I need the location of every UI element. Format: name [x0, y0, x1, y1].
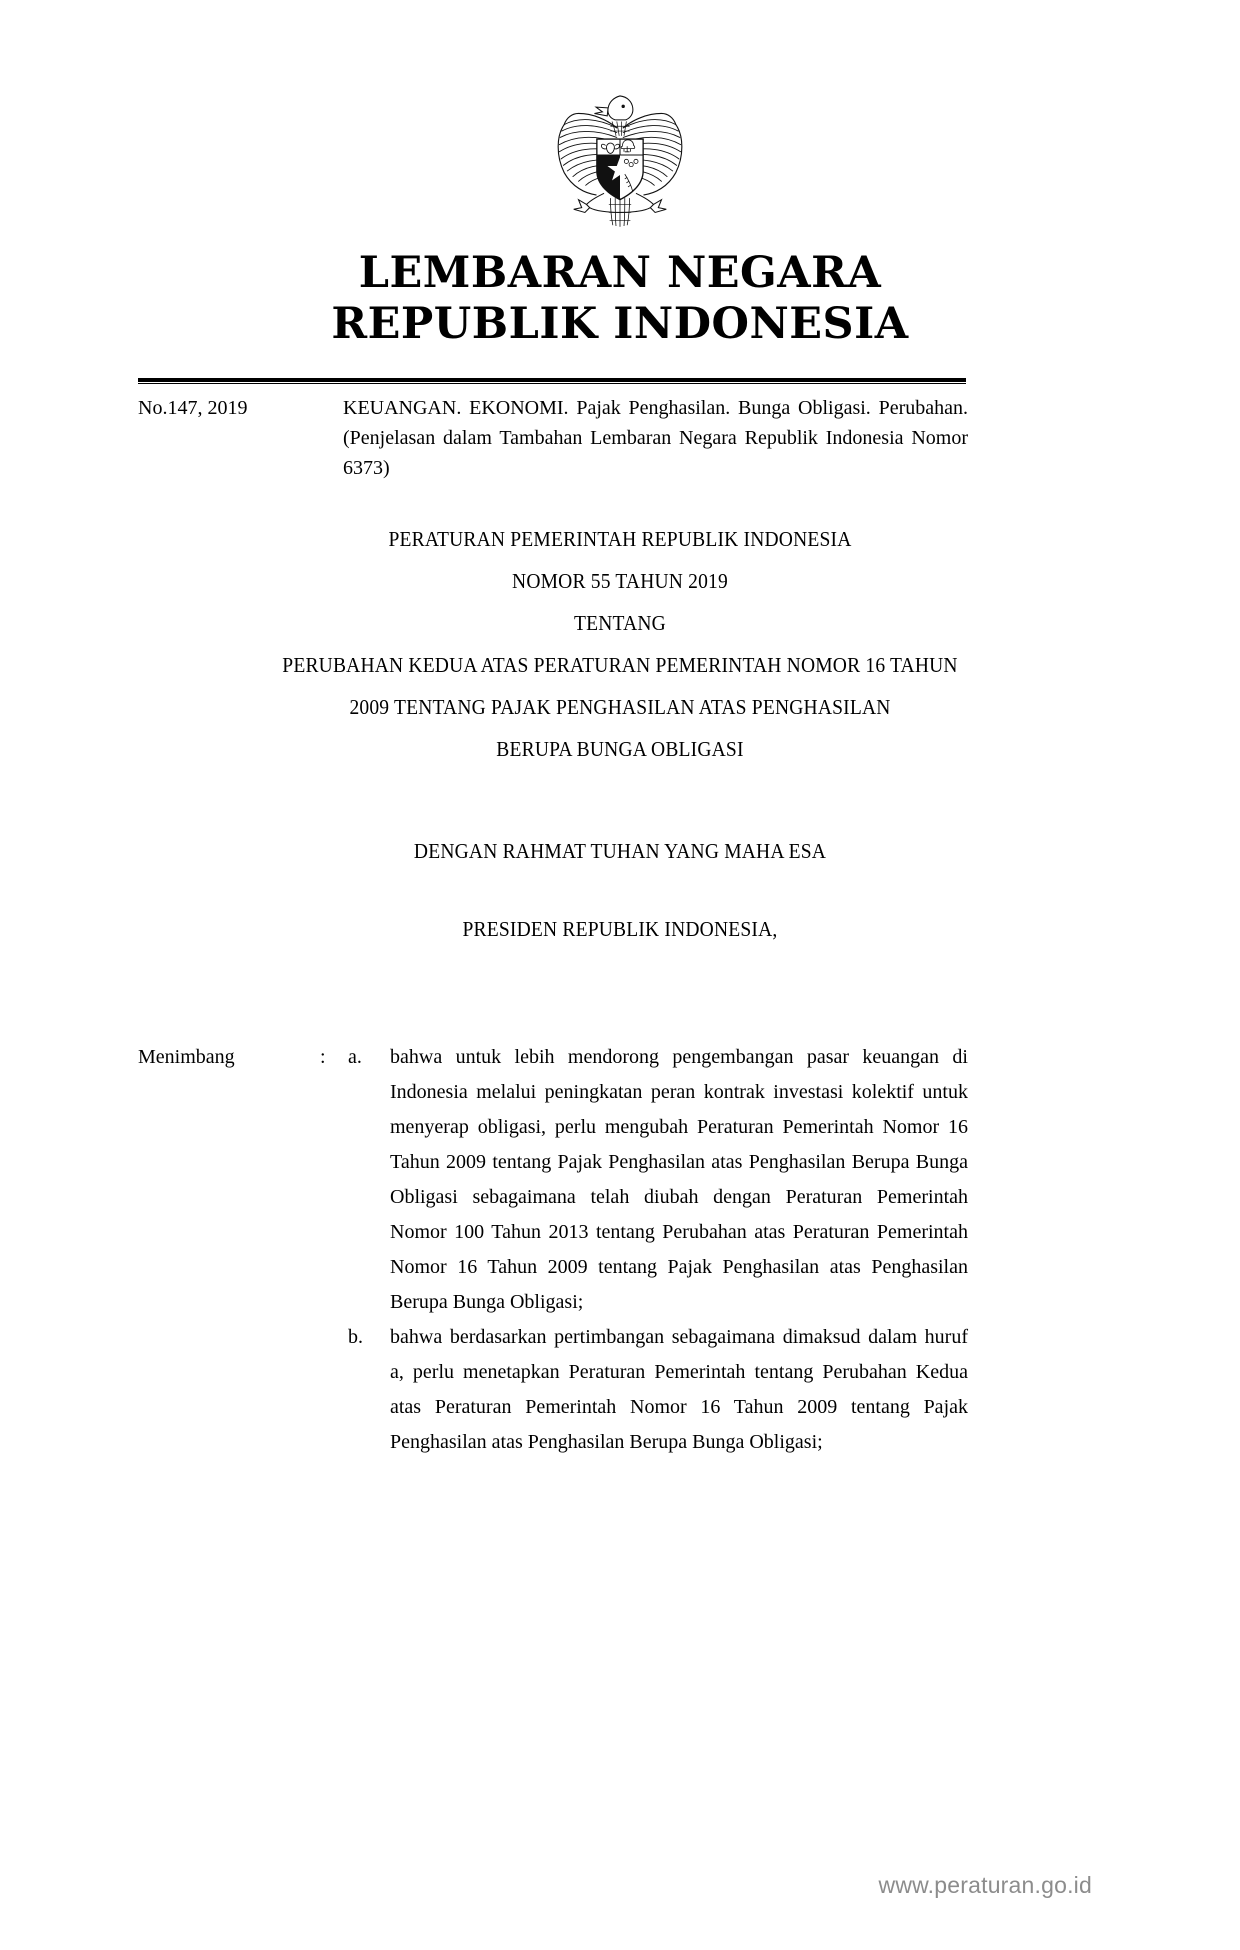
divider-thick-bar: [138, 378, 966, 382]
title-line-authority: PERATURAN PEMERINTAH REPUBLIK INDONESIA: [388, 527, 852, 551]
gazette-subject: KEUANGAN. EKONOMI. Pajak Penghasilan. Bunga Obligasi. Perubahan. (Penjelasan dalam Tambahan Lembaran Negara Republik Indonesia Nomor 6373): [343, 397, 968, 479]
considering-section: [138, 1040, 968, 1460]
title-line-subject-2: 2009 TENTANG PAJAK PENGHASILAN ATAS PENGHASILAN: [349, 695, 891, 719]
considering-marker-b: b.: [348, 1326, 363, 1348]
masthead-line-1: LEMBARAN NEGARA: [358, 248, 882, 298]
gazette-number: No.147, 2019: [138, 397, 248, 419]
invocation-authority: PRESIDEN REPUBLIK INDONESIA,: [462, 917, 778, 941]
title-line-subject-3: BERUPA BUNGA OBLIGASI: [496, 737, 744, 761]
title-line-tentang: TENTANG: [574, 611, 666, 635]
invocation-gap: [0, 872, 1240, 908]
considering-marker-a: a.: [348, 1046, 362, 1068]
considering-text-b: bahwa berdasarkan pertimbangan sebagaimana dimaksud dalam huruf a, perlu menetapkan Peraturan Pemerintah tentang Perubahan Kedua atas Peraturan Pemerintah Nomor 16 Tahun 2009 tentang Pajak Penghasilan atas Penghasilan Berupa Bunga Obligasi;: [390, 1326, 968, 1453]
invocation-blessing: DENGAN RAHMAT TUHAN YANG MAHA ESA: [413, 839, 827, 863]
considering-label: Menimbang: [138, 1046, 235, 1068]
divider-thin-bar: [138, 383, 966, 384]
considering-item-a: [138, 1040, 968, 1320]
title-line-subject-1: PERUBAHAN KEDUA ATAS PERATURAN PEMERINTAH NOMOR 16 TAHUN: [282, 653, 958, 677]
regulation-title-block: [0, 518, 1240, 770]
masthead-line-2: REPUBLIK INDONESIA: [331, 298, 909, 349]
footer-website-url: www.peraturan.go.id: [878, 1872, 1092, 1898]
invocation-block: [0, 830, 1240, 950]
title-line-number: NOMOR 55 TAHUN 2019: [512, 569, 728, 593]
masthead: [0, 248, 1240, 349]
header-divider-rule: [138, 378, 966, 384]
page-footer: [0, 1872, 1240, 1899]
considering-colon: :: [320, 1046, 326, 1068]
considering-item-b: [138, 1320, 968, 1460]
gazette-header-row: [138, 393, 968, 483]
considering-text-a: bahwa untuk lebih mendorong pengembangan pasar keuangan di Indonesia melalui peningkatan peran kontrak investasi kolektif untuk menyerap obligasi, perlu mengubah Peraturan Pemerintah Nomor 16 Tahun 2009 tentang Pajak Penghasilan atas Penghasilan Berupa Bunga Obligasi sebagaimana telah diubah dengan Peraturan Pemerintah Nomor 100 Tahun 2013 tentang Perubahan atas Peraturan Pemerintah Nomor 16 Tahun 2009 tentang Pajak Penghasilan atas Penghasilan Berupa Bunga Obligasi;: [390, 1046, 968, 1313]
garuda-pancasila-emblem: [0, 72, 1240, 230]
